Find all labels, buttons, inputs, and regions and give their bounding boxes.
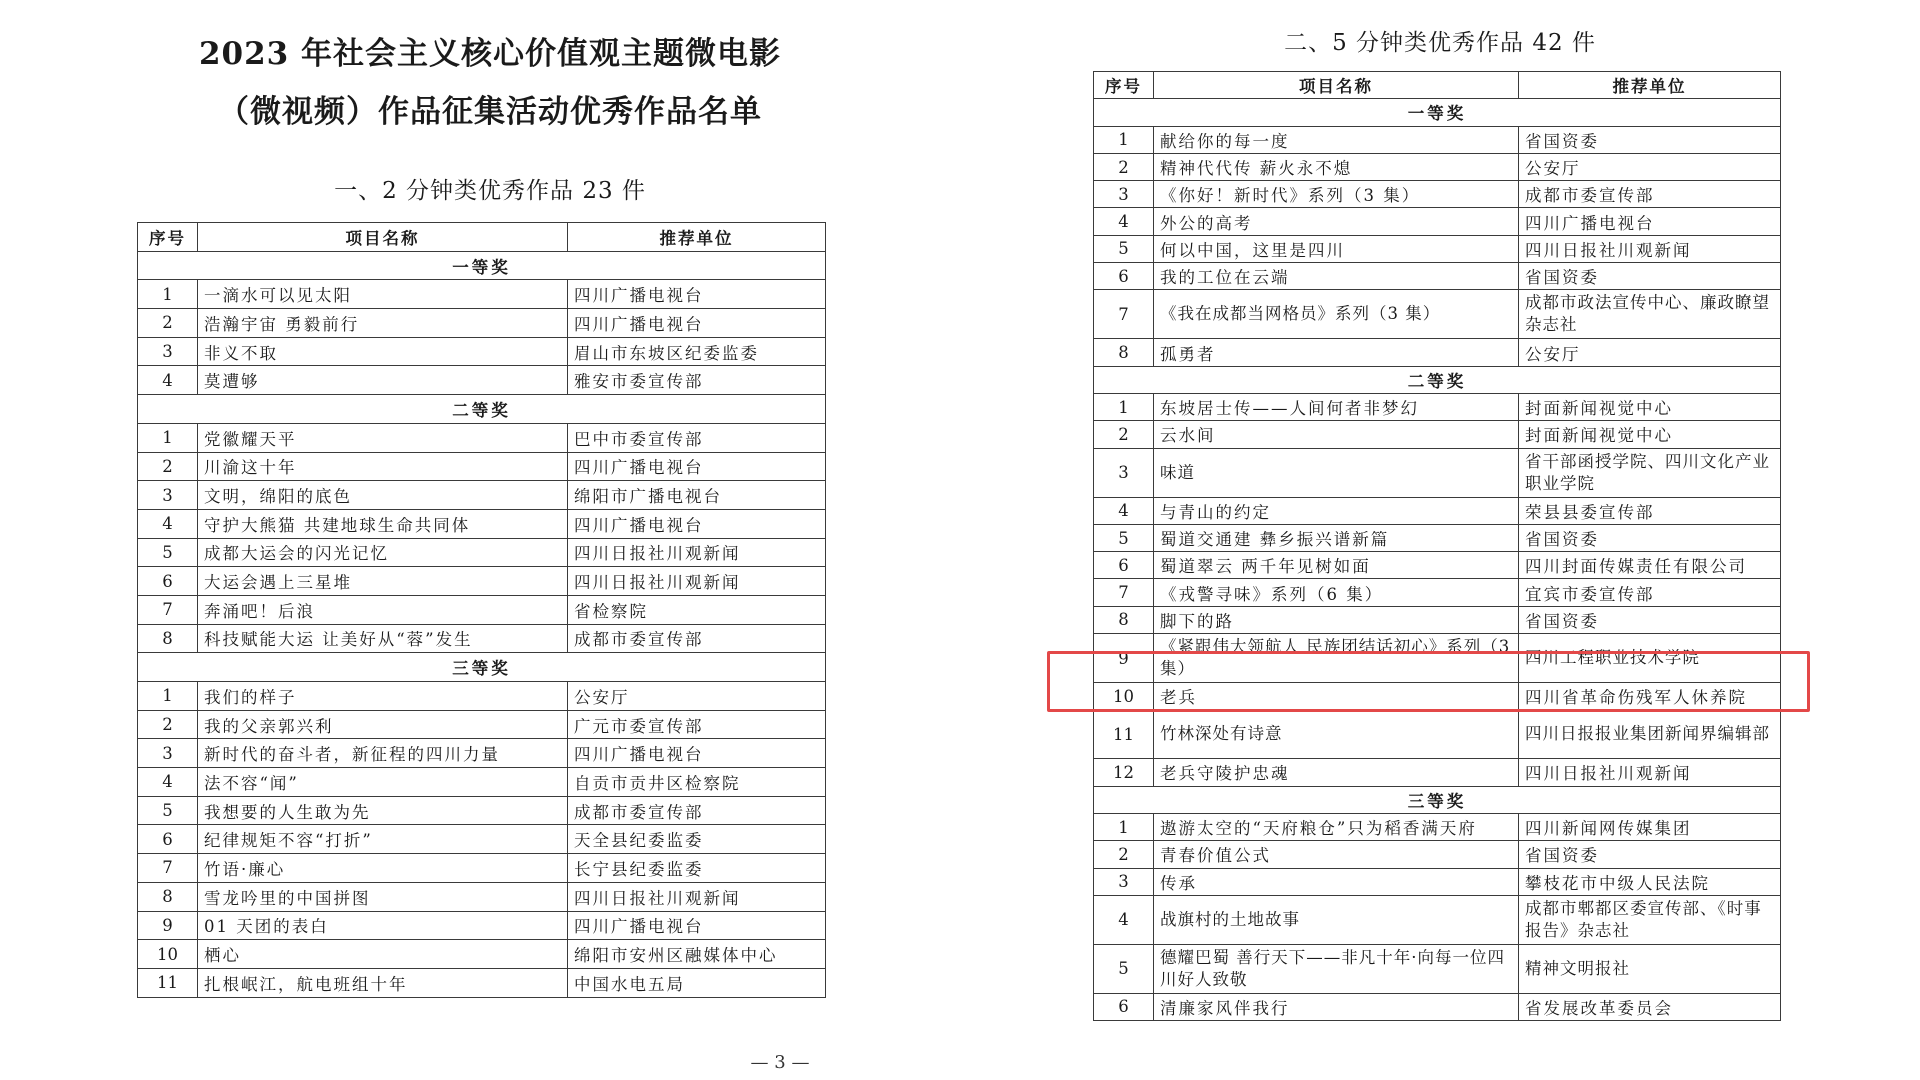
column-header-num: 序号 — [138, 223, 198, 252]
table-header-row — [138, 223, 826, 252]
cell-name: 新时代的奋斗者，新征程的四川力量 — [198, 739, 568, 768]
column-header-name: 项目名称 — [1154, 72, 1519, 99]
cell-num: 8 — [1094, 606, 1154, 633]
table-row — [1094, 524, 1781, 551]
cell-num: 11 — [138, 968, 198, 997]
cell-unit: 宜宾市委宣传部 — [1519, 579, 1781, 606]
cell-name: 我们的样子 — [198, 682, 568, 711]
table-row — [138, 682, 826, 711]
cell-name: 01 天团的表白 — [198, 911, 568, 940]
table-row — [1094, 944, 1781, 993]
cell-name: 云水间 — [1154, 421, 1519, 448]
cell-name: 德耀巴蜀 善行天下——非凡十年·向每一位四川好人致敬 — [1154, 944, 1519, 993]
cell-unit: 成都市委宣传部 — [568, 624, 826, 653]
award-level-label: 二等奖 — [1094, 366, 1781, 393]
table-row — [1094, 126, 1781, 153]
award-level-label: 一等奖 — [1094, 99, 1781, 126]
cell-unit: 四川广播电视台 — [568, 911, 826, 940]
cell-unit: 省国资委 — [1519, 524, 1781, 551]
cell-num: 2 — [1094, 841, 1154, 868]
cell-unit: 荣县县委宣传部 — [1519, 497, 1781, 524]
cell-name: 竹语·廉心 — [198, 854, 568, 883]
cell-name: 非义不取 — [198, 337, 568, 366]
cell-num: 5 — [1094, 235, 1154, 262]
cell-num: 3 — [1094, 868, 1154, 895]
cell-num: 1 — [1094, 393, 1154, 420]
cell-name: 大运会遇上三星堆 — [198, 567, 568, 596]
cell-num: 8 — [138, 882, 198, 911]
table-row — [1094, 153, 1781, 180]
cell-name: 清廉家风伴我行 — [1154, 993, 1519, 1020]
cell-name: 科技赋能大运 让美好从“蓉”发生 — [198, 624, 568, 653]
award-level-label: 三等奖 — [1094, 786, 1781, 813]
cell-num: 3 — [1094, 448, 1154, 497]
table-row — [138, 854, 826, 883]
cell-name: 川渝这十年 — [198, 452, 568, 481]
cell-num: 1 — [138, 280, 198, 309]
award-table-5min — [1093, 71, 1781, 1021]
table-row — [1094, 895, 1781, 944]
cell-name: 《我在成都当网格员》系列（3 集） — [1154, 290, 1519, 339]
cell-unit: 四川日报社川观新闻 — [1519, 759, 1781, 786]
cell-unit: 四川日报社川观新闻 — [568, 538, 826, 567]
cell-unit: 成都市政法宣传中心、廉政瞭望杂志社 — [1519, 290, 1781, 339]
cell-unit: 四川日报社川观新闻 — [568, 882, 826, 911]
cell-unit: 四川广播电视台 — [1519, 208, 1781, 235]
cell-unit: 成都市郫都区委宣传部、《时事报告》杂志社 — [1519, 895, 1781, 944]
cell-num: 3 — [138, 337, 198, 366]
cell-name: 《戎警寻味》系列（6 集） — [1154, 579, 1519, 606]
cell-unit: 四川省革命伤残军人休养院 — [1519, 683, 1781, 710]
cell-num: 2 — [138, 452, 198, 481]
award-level-label: 二等奖 — [138, 395, 826, 424]
table-row — [1094, 579, 1781, 606]
table-row — [138, 538, 826, 567]
table-row — [138, 710, 826, 739]
table-row — [138, 452, 826, 481]
table-row — [1094, 208, 1781, 235]
cell-unit: 省检察院 — [568, 595, 826, 624]
cell-unit: 公安厅 — [1519, 339, 1781, 366]
table-row — [1094, 448, 1781, 497]
cell-name: 老兵守陵护忠魂 — [1154, 759, 1519, 786]
cell-name: 《你好！新时代》系列（3 集） — [1154, 181, 1519, 208]
cell-num: 2 — [1094, 421, 1154, 448]
table-row — [1094, 841, 1781, 868]
cell-num: 6 — [138, 825, 198, 854]
cell-name: 孤勇者 — [1154, 339, 1519, 366]
award-row — [1094, 366, 1781, 393]
column-header-name: 项目名称 — [198, 223, 568, 252]
cell-unit: 雅安市委宣传部 — [568, 366, 826, 395]
cell-num: 1 — [138, 423, 198, 452]
document-title-line2: （微视频）作品征集活动优秀作品名单 — [218, 94, 762, 130]
cell-name: 成都大运会的闪光记忆 — [198, 538, 568, 567]
cell-unit: 巴中市委宣传部 — [568, 423, 826, 452]
table-header-row — [1094, 72, 1781, 99]
cell-name: 蜀道翠云 两千年见树如面 — [1154, 552, 1519, 579]
cell-unit: 眉山市东坡区纪委监委 — [568, 337, 826, 366]
cell-unit: 封面新闻视觉中心 — [1519, 393, 1781, 420]
cell-name: 守护大熊猫 共建地球生命共同体 — [198, 509, 568, 538]
cell-num: 5 — [1094, 524, 1154, 551]
cell-num: 3 — [138, 739, 198, 768]
cell-unit: 天全县纪委监委 — [568, 825, 826, 854]
table-row — [138, 567, 826, 596]
cell-unit: 四川新闻网传媒集团 — [1519, 813, 1781, 840]
table-row — [138, 768, 826, 797]
cell-name: 何以中国，这里是四川 — [1154, 235, 1519, 262]
table-row — [1094, 339, 1781, 366]
award-row — [1094, 99, 1781, 126]
cell-unit: 绵阳市广播电视台 — [568, 481, 826, 510]
cell-num: 1 — [1094, 813, 1154, 840]
column-header-num: 序号 — [1094, 72, 1154, 99]
cell-name: 奔涌吧！后浪 — [198, 595, 568, 624]
table-row — [1094, 181, 1781, 208]
cell-num: 7 — [1094, 579, 1154, 606]
cell-name: 雪龙吟里的中国拼图 — [198, 882, 568, 911]
cell-num: 8 — [138, 624, 198, 653]
cell-unit: 绵阳市安州区融媒体中心 — [568, 940, 826, 969]
cell-name: 法不容“闻” — [198, 768, 568, 797]
cell-unit: 四川广播电视台 — [568, 280, 826, 309]
cell-name: 我的工位在云端 — [1154, 263, 1519, 290]
cell-num: 5 — [1094, 944, 1154, 993]
cell-unit: 四川工程职业技术学院 — [1519, 634, 1781, 683]
cell-unit: 省发展改革委员会 — [1519, 993, 1781, 1020]
award-level-label: 一等奖 — [138, 251, 826, 280]
cell-num: 6 — [138, 567, 198, 596]
cell-name: 我想要的人生敢为先 — [198, 796, 568, 825]
cell-unit: 成都市委宣传部 — [1519, 181, 1781, 208]
cell-num: 2 — [1094, 153, 1154, 180]
cell-unit: 公安厅 — [568, 682, 826, 711]
cell-unit: 攀枝花市中级人民法院 — [1519, 868, 1781, 895]
column-header-unit: 推荐单位 — [568, 223, 826, 252]
cell-num: 5 — [138, 538, 198, 567]
cell-num: 4 — [138, 509, 198, 538]
cell-num: 6 — [1094, 263, 1154, 290]
cell-unit: 成都市委宣传部 — [568, 796, 826, 825]
cell-unit: 封面新闻视觉中心 — [1519, 421, 1781, 448]
table-row — [138, 280, 826, 309]
cell-num: 6 — [1094, 552, 1154, 579]
cell-name: 《紧跟伟大领航人 民族团结话初心》系列（3 集） — [1154, 634, 1519, 683]
table-row — [138, 366, 826, 395]
cell-num: 7 — [1094, 290, 1154, 339]
table-row — [1094, 290, 1781, 339]
cell-num: 3 — [138, 481, 198, 510]
cell-unit: 中国水电五局 — [568, 968, 826, 997]
cell-num: 2 — [138, 309, 198, 338]
cell-name: 精神代代传 薪火永不熄 — [1154, 153, 1519, 180]
table-row — [1094, 868, 1781, 895]
cell-name: 东坡居士传——人间何者非梦幻 — [1154, 393, 1519, 420]
cell-name: 栖心 — [198, 940, 568, 969]
cell-num: 1 — [138, 682, 198, 711]
table-row — [1094, 497, 1781, 524]
cell-name: 传承 — [1154, 868, 1519, 895]
cell-unit: 四川广播电视台 — [568, 739, 826, 768]
cell-name: 外公的高考 — [1154, 208, 1519, 235]
cell-unit: 自贡市贡井区检察院 — [568, 768, 826, 797]
cell-num: 2 — [138, 710, 198, 739]
cell-num: 3 — [1094, 181, 1154, 208]
cell-name: 一滴水可以见太阳 — [198, 280, 568, 309]
table-row — [1094, 421, 1781, 448]
cell-name: 纪律规矩不容“打折” — [198, 825, 568, 854]
table-row — [1094, 813, 1781, 840]
cell-num: 4 — [138, 366, 198, 395]
section-title-2min: 一、2 分钟类优秀作品 23 件 — [334, 178, 646, 204]
cell-name: 青春价值公式 — [1154, 841, 1519, 868]
table-row — [1094, 993, 1781, 1020]
cell-num: 10 — [138, 940, 198, 969]
cell-unit: 四川广播电视台 — [568, 509, 826, 538]
cell-unit: 四川广播电视台 — [568, 309, 826, 338]
cell-unit: 长宁县纪委监委 — [568, 854, 826, 883]
cell-num: 7 — [138, 595, 198, 624]
cell-num: 9 — [1094, 634, 1154, 683]
cell-unit: 精神文明报社 — [1519, 944, 1781, 993]
cell-unit: 省国资委 — [1519, 126, 1781, 153]
cell-num: 9 — [138, 911, 198, 940]
award-row — [1094, 786, 1781, 813]
cell-unit: 广元市委宣传部 — [568, 710, 826, 739]
cell-num: 4 — [1094, 895, 1154, 944]
document-title-line1: 2023 年社会主义核心价值观主题微电影 — [198, 36, 782, 72]
table-row — [138, 739, 826, 768]
table-row — [138, 337, 826, 366]
table-row — [1094, 710, 1781, 759]
table-row — [1094, 263, 1781, 290]
table-row — [138, 309, 826, 338]
table-row — [138, 796, 826, 825]
cell-name: 扎根岷江，航电班组十年 — [198, 968, 568, 997]
cell-name: 献给你的每一度 — [1154, 126, 1519, 153]
column-header-unit: 推荐单位 — [1519, 72, 1781, 99]
highlight-box — [1047, 651, 1810, 712]
cell-num: 12 — [1094, 759, 1154, 786]
table-row — [1094, 759, 1781, 786]
award-row — [138, 251, 826, 280]
cell-num: 1 — [1094, 126, 1154, 153]
cell-unit: 四川日报社川观新闻 — [1519, 235, 1781, 262]
cell-num: 8 — [1094, 339, 1154, 366]
table-row — [138, 911, 826, 940]
cell-name: 蜀道交通建 彝乡振兴谱新篇 — [1154, 524, 1519, 551]
cell-name: 老兵 — [1154, 683, 1519, 710]
table-row — [138, 423, 826, 452]
cell-name: 文明，绵阳的底色 — [198, 481, 568, 510]
cell-num: 6 — [1094, 993, 1154, 1020]
table-row — [1094, 235, 1781, 262]
cell-unit: 省国资委 — [1519, 263, 1781, 290]
table-row — [138, 882, 826, 911]
cell-unit: 四川日报报业集团新闻界编辑部 — [1519, 710, 1781, 759]
cell-name: 党徽耀天平 — [198, 423, 568, 452]
table-row — [138, 940, 826, 969]
cell-num: 4 — [1094, 497, 1154, 524]
cell-num: 7 — [138, 854, 198, 883]
table-row — [138, 509, 826, 538]
table-row — [138, 825, 826, 854]
cell-unit: 省干部函授学院、四川文化产业职业学院 — [1519, 448, 1781, 497]
cell-name: 莫遭够 — [198, 366, 568, 395]
cell-num: 4 — [1094, 208, 1154, 235]
cell-unit: 公安厅 — [1519, 153, 1781, 180]
cell-name: 竹林深处有诗意 — [1154, 710, 1519, 759]
table-row — [1094, 552, 1781, 579]
cell-name: 浩瀚宇宙 勇毅前行 — [198, 309, 568, 338]
table-row — [1094, 393, 1781, 420]
section-title-5min-overlay: 二、5 分钟类优秀作品 42 件 — [1284, 30, 1596, 56]
cell-name: 味道 — [1154, 448, 1519, 497]
cell-name: 脚下的路 — [1154, 606, 1519, 633]
table-row — [138, 624, 826, 653]
cell-name: 遨游太空的“天府粮仓”只为稻香满天府 — [1154, 813, 1519, 840]
award-level-label: 三等奖 — [138, 653, 826, 682]
cell-num: 5 — [138, 796, 198, 825]
cell-num: 10 — [1094, 683, 1154, 710]
award-table-2min — [137, 222, 826, 998]
cell-num: 4 — [138, 768, 198, 797]
page-number: — 3 — — [750, 1052, 810, 1073]
cell-unit: 省国资委 — [1519, 606, 1781, 633]
cell-unit: 省国资委 — [1519, 841, 1781, 868]
cell-name: 我的父亲郭兴利 — [198, 710, 568, 739]
table-row — [1094, 606, 1781, 633]
cell-unit: 四川封面传媒责任有限公司 — [1519, 552, 1781, 579]
award-row — [138, 653, 826, 682]
cell-unit: 四川广播电视台 — [568, 452, 826, 481]
cell-num: 11 — [1094, 710, 1154, 759]
table-row — [138, 968, 826, 997]
cell-unit: 四川日报社川观新闻 — [568, 567, 826, 596]
table-row — [138, 481, 826, 510]
table-row — [138, 595, 826, 624]
cell-name: 战旗村的土地故事 — [1154, 895, 1519, 944]
award-row — [138, 395, 826, 424]
cell-name: 与青山的约定 — [1154, 497, 1519, 524]
